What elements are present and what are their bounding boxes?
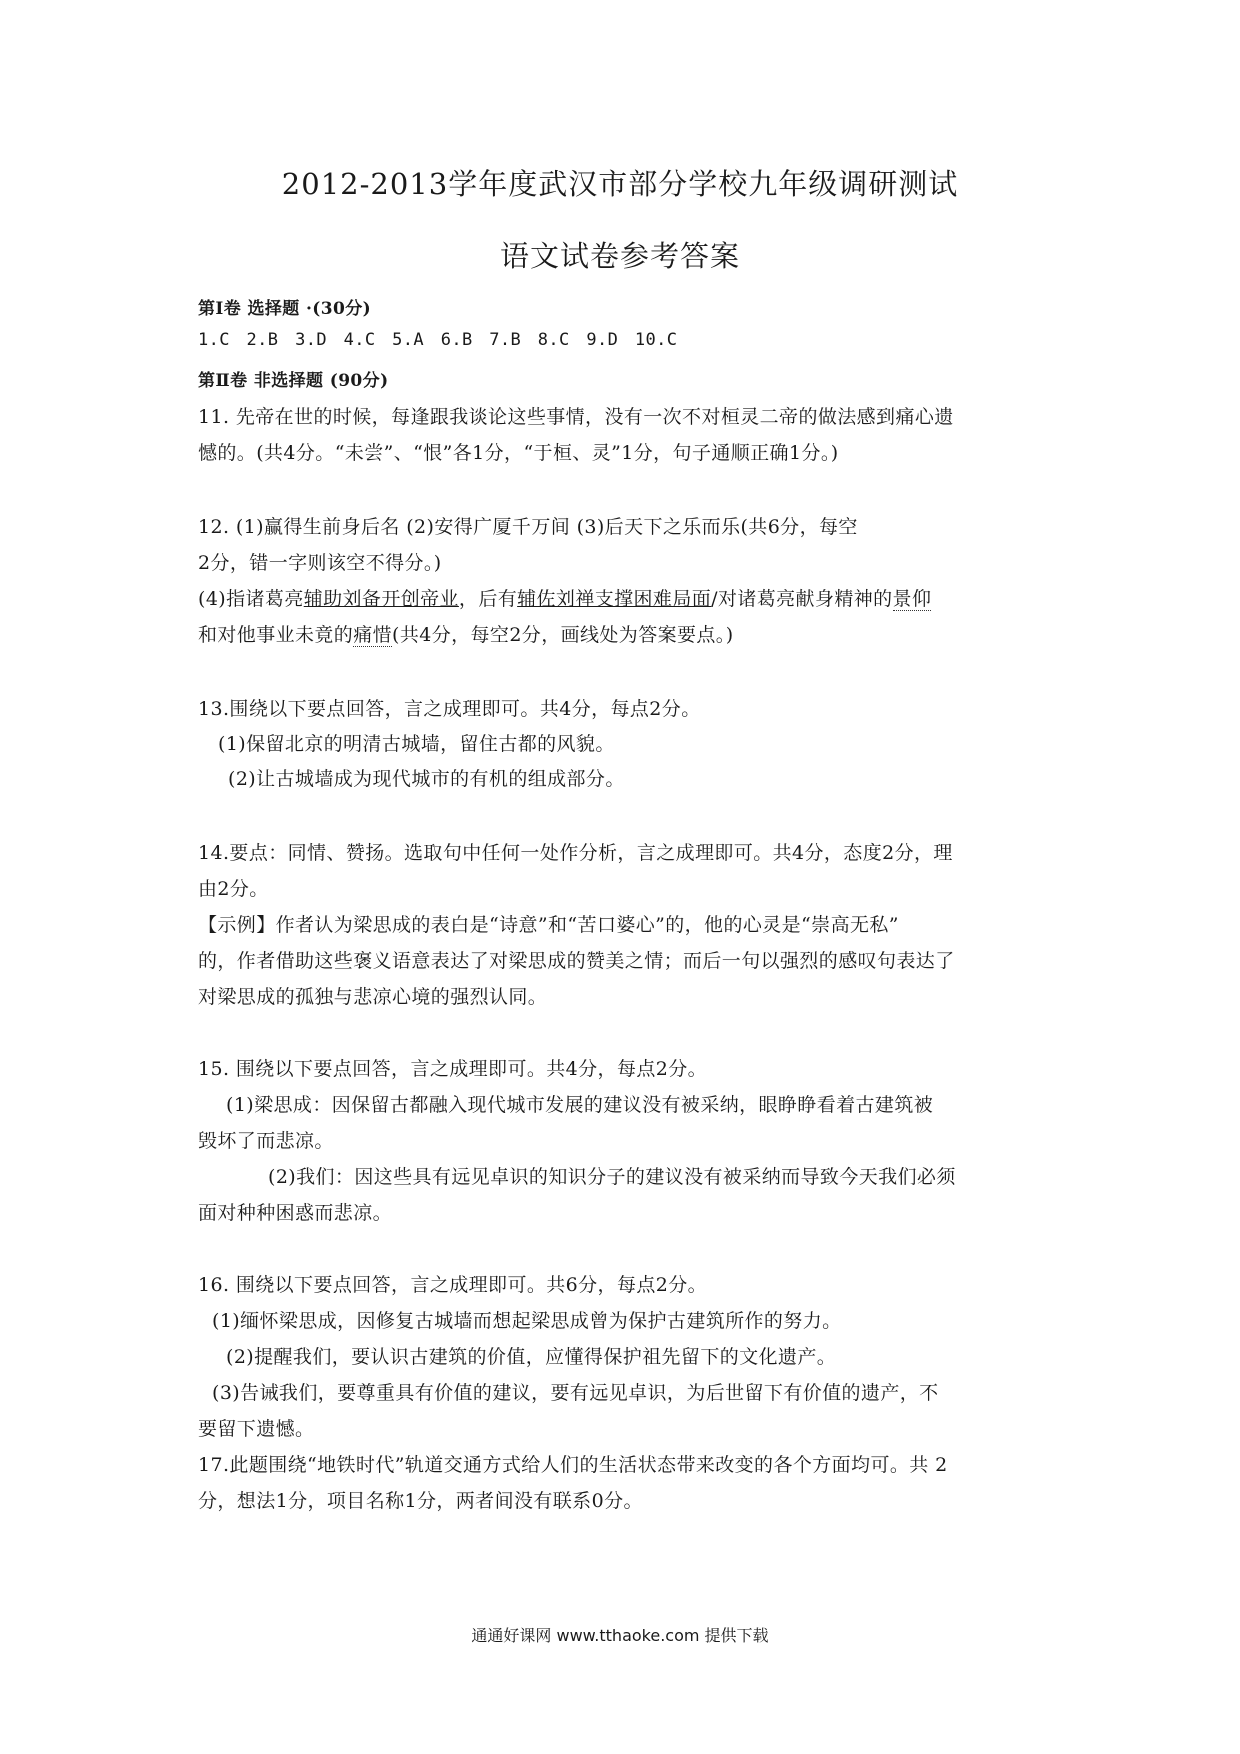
- q13-line-2: (1)保留北京的明清古城墙，留住古都的风貌。: [218, 733, 615, 755]
- q13-line-1: 13.围绕以下要点回答，言之成理即可。共4分，每点2分。: [198, 698, 701, 720]
- q11-line-2: 憾的。(共4分。“未尝”、“恨”各1分，“于桓、灵”1分，句子通顺正确1分。): [198, 442, 839, 464]
- q16-line-1: 16. 围绕以下要点回答，言之成理即可。共6分，每点2分。: [198, 1274, 708, 1296]
- section-2-heading: 第Ⅱ卷 非选择题 (90分): [198, 371, 389, 391]
- q12-line-1: 12. (1)赢得生前身后名 (2)安得广厦千万间 (3)后天下之乐而乐(共6分，每空: [198, 516, 858, 538]
- q15-line-1: 15. 围绕以下要点回答，言之成理即可。共4分，每点2分。: [198, 1058, 708, 1080]
- q12-line-3-part-b: ，后有: [458, 588, 518, 610]
- q16-line-5: 要留下遗憾。: [198, 1418, 315, 1440]
- q12-line-4: [198, 620, 1058, 647]
- q15-line-4: (2)我们：因这些具有远见卓识的知识分子的建议没有被采纳而导致今天我们必须: [268, 1166, 956, 1188]
- section-1-heading: 第Ⅰ卷 选择题 ·(30分): [198, 299, 372, 319]
- q12-line-4-part-b: (共4分，每空2分，画线处为答案要点。): [392, 624, 734, 646]
- exam-title: 2012-2013学年度武汉市部分学校九年级调研测试: [281, 167, 959, 201]
- q14-line-2: 由2分。: [198, 878, 269, 900]
- exam-subtitle: 语文试卷参考答案: [499, 239, 740, 273]
- q12-key-point-4: 痛惜: [353, 624, 393, 646]
- q15-line-5: 面对种种困惑而悲凉。: [198, 1202, 393, 1224]
- q14-line-4: 的，作者借助这些褒义语意表达了对梁思成的赞美之情；而后一句以强烈的感叹句表达了: [198, 950, 955, 972]
- choice-answers: 1.C 2.B 3.D 4.C 5.A 6.B 7.B 8.C 9.D 10.C: [198, 330, 678, 350]
- q15-line-2: (1)梁思成：因保留古都融入现代城市发展的建议没有被采纳，眼睁睁看着古建筑被: [226, 1094, 934, 1116]
- q12-line-3-part-a: (4)指诸葛亮: [198, 588, 304, 610]
- q16-line-4: (3)告诫我们，要尊重具有价值的建议，要有远见卓识，为后世留下有价值的遗产，不: [212, 1382, 939, 1404]
- q16-line-2: (1)缅怀梁思成，因修复古城墙而想起梁思成曾为保护古建筑所作的努力。: [212, 1310, 842, 1332]
- q17-line-1: 17.此题围绕“地铁时代”轨道交通方式给人们的生活状态带来改变的各个方面均可。共 2: [198, 1454, 948, 1476]
- q12-key-point-3: 景仰: [892, 588, 932, 610]
- q16-line-3: (2)提醒我们，要认识古建筑的价值，应懂得保护祖先留下的文化遗产。: [226, 1346, 837, 1368]
- q17-line-2: 分，想法1分，项目名称1分，两者间没有联系0分。: [198, 1490, 643, 1512]
- q14-line-5: 对梁思成的孤独与悲凉心境的强烈认同。: [198, 986, 548, 1008]
- q12-key-point-1: 辅助刘备开创帝业: [303, 588, 459, 610]
- q11-line-1: 11. 先帝在世的时候，每逢跟我谈论这些事情，没有一次不对桓灵二帝的做法感到痛心遗: [198, 406, 954, 428]
- q12-key-point-2: 辅佐刘禅支撑困难局面: [517, 588, 712, 610]
- q12-line-4-part-a: 和对他事业未竟的: [198, 624, 354, 646]
- q15-line-3: 毁坏了而悲凉。: [198, 1130, 334, 1152]
- q13-line-3: (2)让古城墙成为现代城市的有机的组成部分。: [228, 768, 625, 790]
- q12-line-3-part-c: /对诸葛亮献身精神的: [711, 588, 893, 610]
- q14-line-1: 14.要点：同情、赞扬。选取句中任何一处作分析，言之成理即可。共4分，态度2分，理: [198, 842, 953, 864]
- q14-line-3: 【示例】作者认为梁思成的表白是“诗意”和“苦口婆心”的，他的心灵是“崇高无私”: [198, 914, 899, 936]
- q12-line-3: [198, 584, 1058, 611]
- footer-credit: 通通好课网 www.tthaoke.com 提供下载: [471, 1626, 769, 1645]
- q12-line-2: 2分，错一字则该空不得分。): [198, 552, 442, 574]
